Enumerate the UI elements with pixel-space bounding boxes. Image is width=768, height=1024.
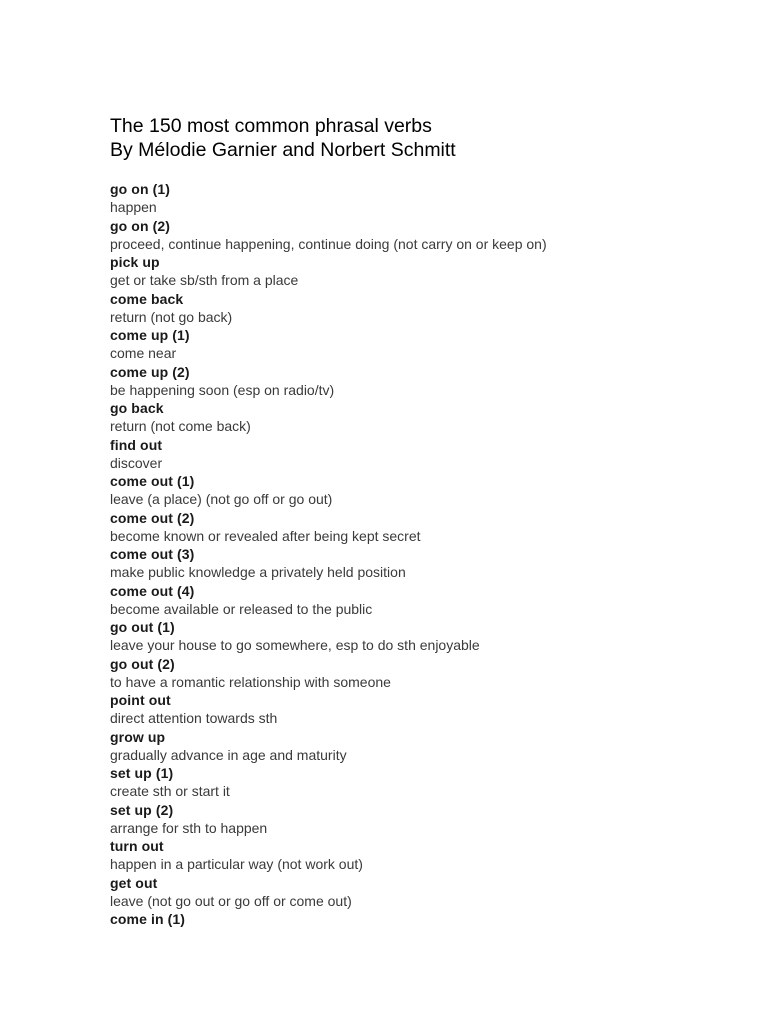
list-item	[110, 655, 547, 692]
phrasal-verb-term: come up (2)	[110, 363, 190, 380]
document-header	[110, 114, 456, 162]
list-item	[110, 545, 547, 582]
list-item	[110, 764, 547, 801]
list-item	[110, 436, 547, 473]
phrasal-verb-term: go on (2)	[110, 217, 170, 234]
phrasal-verb-term: come in (1)	[110, 911, 186, 927]
phrasal-verb-term: come back	[110, 290, 184, 307]
list-item	[110, 910, 547, 928]
list-item	[110, 801, 547, 838]
list-item	[110, 472, 547, 509]
phrasal-verb-definition: get or take sb/sth from a place	[110, 272, 299, 289]
list-item	[110, 837, 547, 874]
list-item	[110, 363, 547, 400]
phrasal-verb-definition: be happening soon (esp on radio/tv)	[110, 381, 335, 398]
list-item	[110, 582, 547, 619]
phrasal-verb-list	[110, 180, 547, 928]
phrasal-verb-definition: gradually advance in age and maturity	[110, 746, 347, 763]
list-item	[110, 728, 547, 765]
phrasal-verb-term: go out (2)	[110, 655, 175, 672]
list-item	[110, 326, 547, 363]
phrasal-verb-definition: become known or revealed after being kept secret	[110, 527, 421, 544]
list-item	[110, 253, 547, 290]
phrasal-verb-definition: to have a romantic relationship with someone	[110, 673, 391, 690]
phrasal-verb-definition: come near	[110, 345, 177, 362]
phrasal-verb-definition: return (not go back)	[110, 308, 233, 325]
phrasal-verb-term: come out (4)	[110, 582, 195, 599]
phrasal-verb-definition: leave (not go out or go off or come out)	[110, 892, 352, 909]
phrasal-verb-term: pick up	[110, 254, 160, 270]
phrasal-verb-term: go out (1)	[110, 619, 175, 635]
list-item	[110, 509, 547, 546]
phrasal-verb-term: find out	[110, 436, 163, 453]
phrasal-verb-term: get out	[110, 874, 158, 891]
phrasal-verb-definition: discover	[110, 454, 163, 471]
phrasal-verb-definition: make public knowledge a privately held position	[110, 564, 406, 581]
phrasal-verb-term: go on (1)	[110, 181, 170, 197]
list-item	[110, 691, 547, 728]
phrasal-verb-definition: create sth or start it	[110, 783, 230, 800]
phrasal-verb-term: come out (1)	[110, 473, 195, 489]
phrasal-verb-term: go back	[110, 400, 164, 416]
phrasal-verb-definition: happen	[110, 199, 157, 216]
phrasal-verb-definition: happen in a particular way (not work out)	[110, 856, 363, 873]
list-item	[110, 290, 547, 327]
phrasal-verb-term: come up (1)	[110, 327, 190, 343]
phrasal-verb-definition: leave (a place) (not go off or go out)	[110, 491, 333, 508]
phrasal-verb-definition: proceed, continue happening, continue doing (not carry on or keep on)	[110, 235, 547, 252]
phrasal-verb-definition: leave your house to go somewhere, esp to do sth enjoyable	[110, 637, 480, 654]
phrasal-verb-term: turn out	[110, 838, 164, 854]
phrasal-verb-definition: return (not come back)	[110, 418, 251, 435]
list-item	[110, 217, 547, 254]
phrasal-verb-term: point out	[110, 692, 171, 708]
phrasal-verb-definition: arrange for sth to happen	[110, 819, 268, 836]
list-item	[110, 874, 547, 911]
phrasal-verb-term: come out (3)	[110, 546, 195, 562]
document-byline: By Mélodie Garnier and Norbert Schmitt	[110, 139, 456, 161]
phrasal-verb-definition: direct attention towards sth	[110, 710, 278, 727]
document-title: The 150 most common phrasal verbs	[110, 115, 432, 137]
phrasal-verb-term: come out (2)	[110, 509, 195, 526]
list-item	[110, 618, 547, 655]
list-item	[110, 399, 547, 436]
list-item	[110, 180, 547, 217]
phrasal-verb-term: grow up	[110, 728, 166, 745]
phrasal-verb-term: set up (1)	[110, 765, 174, 781]
phrasal-verb-definition: become available or released to the public	[110, 600, 373, 617]
phrasal-verb-term: set up (2)	[110, 801, 174, 818]
